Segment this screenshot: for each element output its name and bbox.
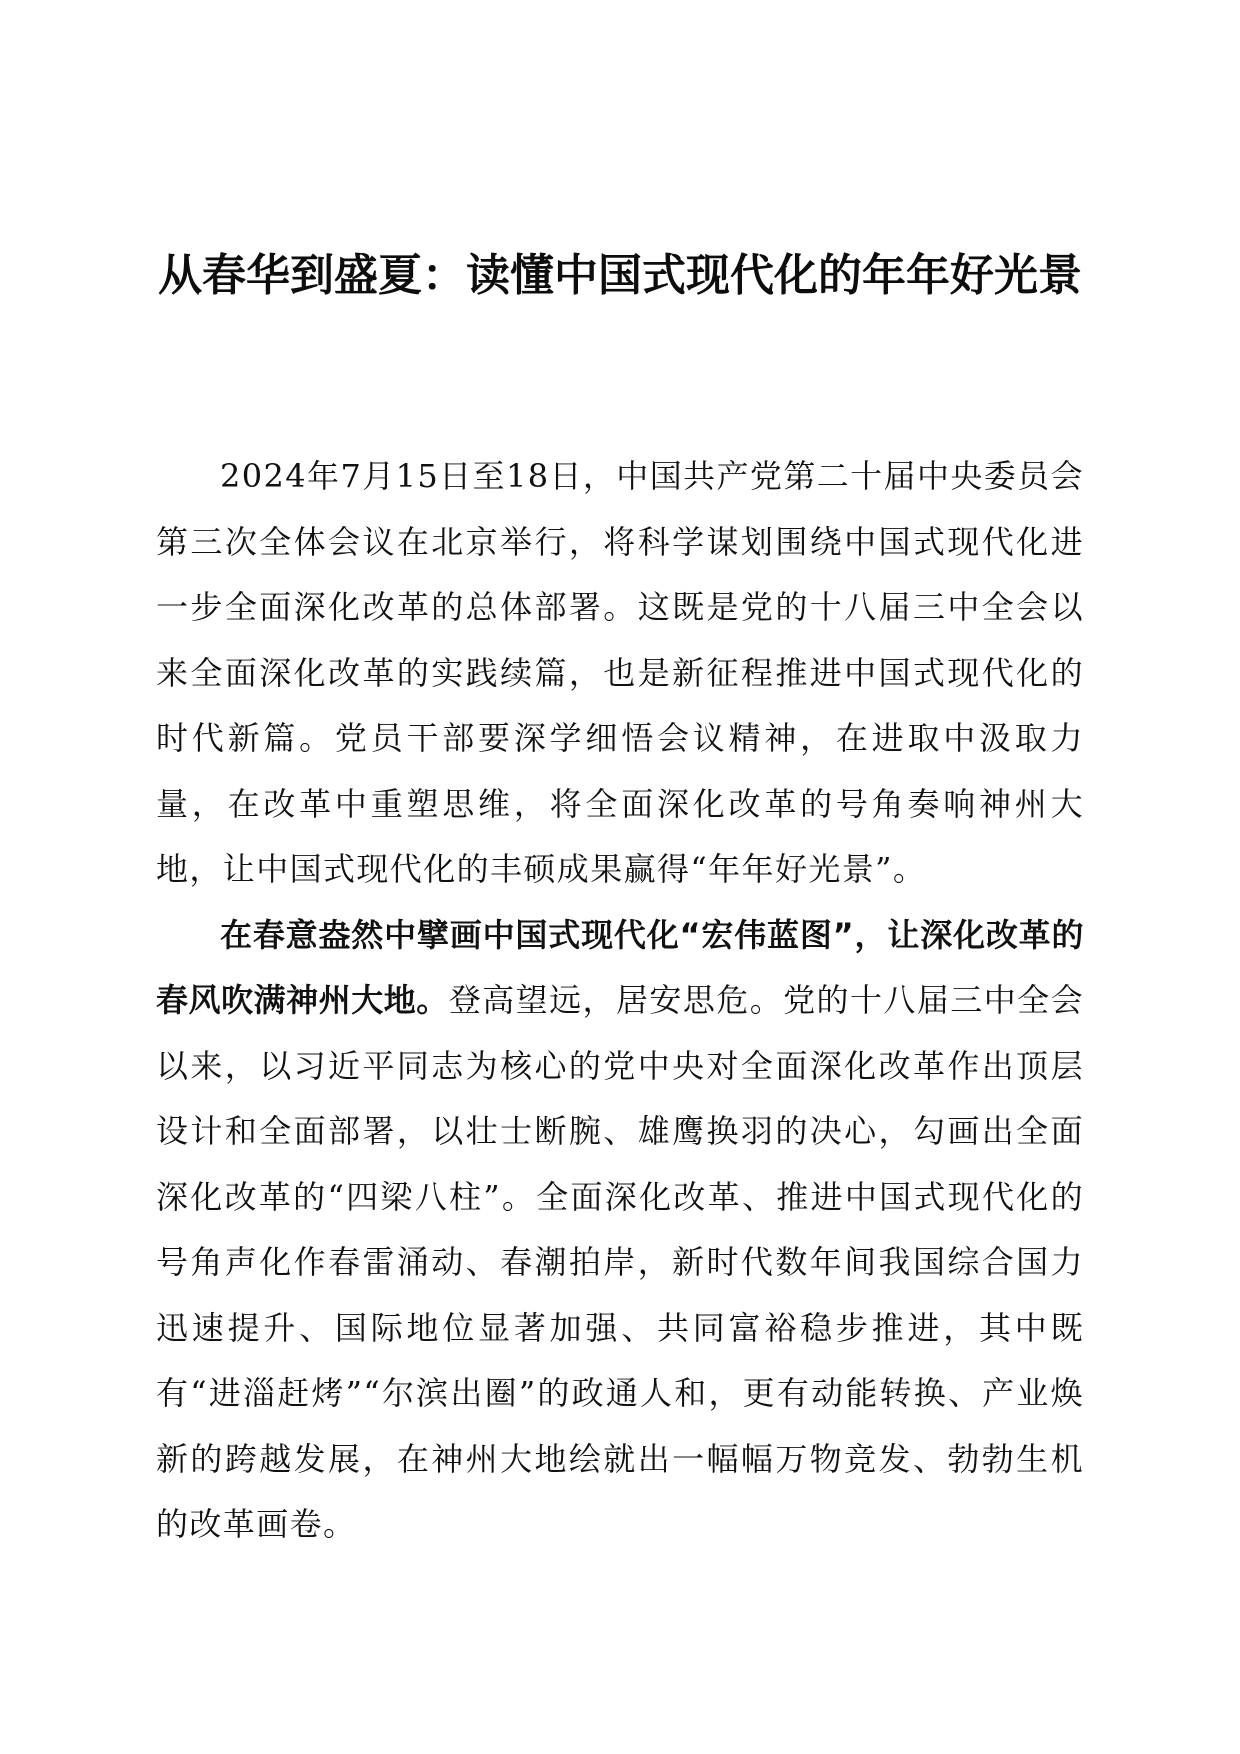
- paragraph-2-text: 登高望远，居安思危。党的十八届三中全会以来，以习近平同志为核心的党中央对全面深化改革作出顶层设计和全面部署，以壮士断腕、雄鹰换羽的决心，勾画出全面深化改革的“四梁八柱”。全面深化改革、推进中国式现代化的号角声化作春雷涌动、春潮拍岸，新时代数年间我国综合国力迅速提升、国际地位显著加强、共同富裕稳步推进，其中既有“进淄赶烤”“尔滨出圈”的政通人和，更有动能转换、产业焕新的跨越发展，在神州大地绘就出一幅幅万物竞发、勃勃生机的改革画卷。: [156, 981, 1084, 1543]
- paragraph-1-text: 2024年7月15日至18日，中国共产党第二十届中央委员会第三次全体会议在北京举行，将科学谋划围绕中国式现代化进一步全面深化改革的总体部署。这既是党的十八届三中全会以来全面深化改革的实践续篇，也是新征程推进中国式现代化的时代新篇。党员干部要深学细悟会议精神，在进取中汲取力量，在改革中重塑思维，将全面深化改革的号角奏响神州大地，让中国式现代化的丰硕成果赢得“年年好光景”。: [156, 457, 1084, 888]
- paragraph-2: [156, 903, 1084, 1558]
- paragraph-2-lead: 在春意盎然中擘画中国式现代化“宏伟蓝图”，让深化改革的春风吹满神州大地。: [156, 915, 1084, 1019]
- document-body: [156, 444, 1084, 1558]
- paragraph-1: [156, 444, 1084, 903]
- document-title: 从春华到盛夏：读懂中国式现代化的年年好光景: [158, 250, 1082, 301]
